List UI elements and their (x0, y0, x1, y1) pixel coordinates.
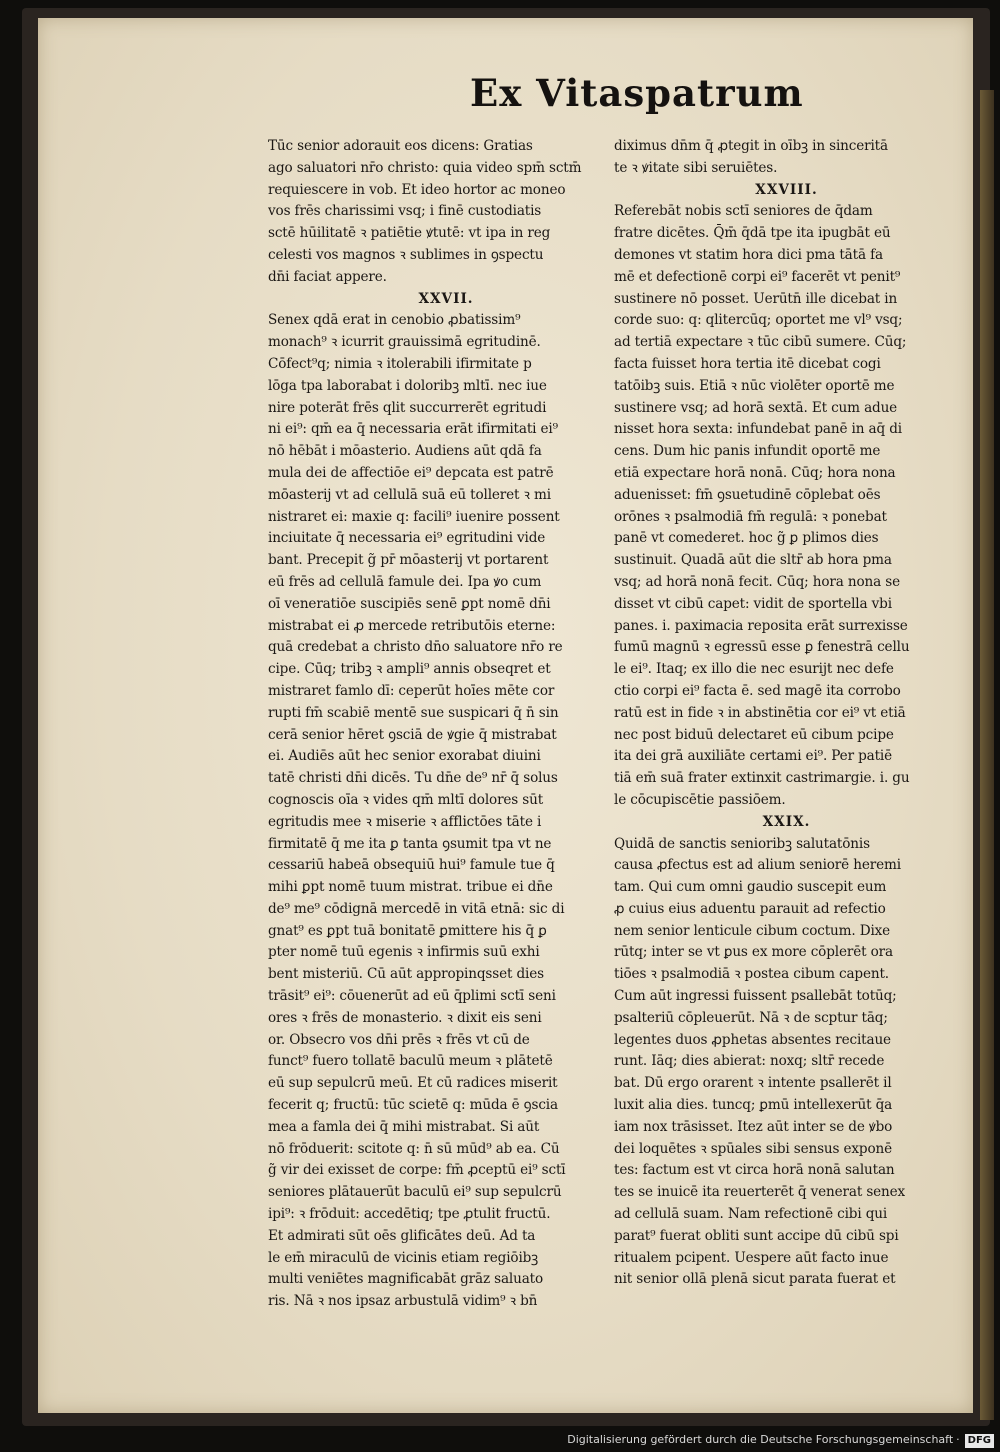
text-line: de⁹ me⁹ cōdignā mercedē in vitā etnā: sic di (268, 900, 565, 917)
text-line: vos frēs charissimi vsq; i finē custodiatis (268, 203, 542, 220)
text-line: cens. Dum hic panis infundit oportē me (614, 443, 881, 460)
text-line: mistraret famlo dī: ceperūt hoīes mēte cor (268, 682, 555, 699)
text-line: bant. Precepit g̃ pr̄ mōasterij vt portarent (268, 552, 549, 569)
text-line: requiescere in vob. Et ideo hortor ac moneo (268, 181, 566, 198)
text-line: nec post biduū delectaret eū cibum pcipe (614, 726, 894, 743)
text-line: Cum aūt ingressi fuissent psallebāt totūq; (614, 988, 897, 1005)
text-line: lōga tpa laborabat i doloribꝫ mltī. nec iue (268, 377, 547, 394)
chapter-heading: XXIX. (762, 813, 811, 830)
text-line: corde suo: q: qlitercūq; oportet me vl⁹ vsq; (614, 312, 903, 329)
text-line: celesti vos magnos ꝛ sublimes in ꝯspectu (268, 246, 544, 263)
right-text-column (614, 136, 959, 1291)
text-line: pter nomē tuū egenis ꝛ infirmis suū exhi (268, 944, 540, 961)
text-line: mistrabat ei ꝓ mercede retributōis eterne: (268, 617, 556, 634)
text-line: orōnes ꝛ psalmodiā fm̄ regulā: ꝛ ponebat (614, 508, 887, 525)
text-line: monach⁹ ꝛ icurrit grauissimā egritudinē. (268, 334, 541, 351)
text-line: tiōes ꝛ psalmodiā ꝛ postea cibum capent. (614, 966, 889, 983)
text-line: runt. Iāq; dies abierat: noxq; sltr̄ recede (614, 1053, 885, 1070)
text-line: sustinuit. Quadā aūt die sltr̄ ab hora pma (614, 552, 892, 569)
text-line: mōasterij vt ad cellulā suā eū tolleret ꝛ mi (268, 486, 551, 503)
text-line: mē et defectionē corpi ei⁹ facerēt vt penit⁹ (614, 268, 901, 285)
text-line: le em̄ miraculū de vicinis etiam regiōibꝫ (268, 1249, 539, 1266)
text-line: nistraret ei: maxie q: facili⁹ iuenire possent (268, 508, 560, 525)
text-line: nem senior lenticule cibum coctum. Dixe (614, 922, 891, 939)
digitization-footer: Digitalisierung gefördert durch die Deutsche Forschungsgemeinschaft · DFG (567, 1432, 994, 1448)
text-line: ei. Audiēs aūt hec senior exorabat diuini (268, 748, 541, 765)
text-line: Cōfect⁹q; nimia ꝛ itolerabili ifirmitate p (268, 355, 532, 372)
text-line: egritudis mee ꝛ miserie ꝛ afflictōes tāte i (268, 813, 542, 830)
text-line: rūtq; inter se vt ꝑus ex more cōplerēt ora (614, 944, 893, 961)
text-line: fecerit q; fructū: tūc scietē q: mūda ē ꝯscia (268, 1097, 558, 1114)
text-line: cognoscis oīa ꝛ vides qm̄ mltī dolores sūt (268, 791, 544, 808)
text-line: ita dei grā auxiliāte certami ei⁹. Per patiē (614, 748, 893, 765)
text-line: tatōibꝫ suis. Etiā ꝛ nūc violēter oportē me (614, 377, 895, 394)
text-line: eū frēs ad cellulā famule dei. Ipa ꝟo cum (268, 573, 542, 590)
text-line: Senex qdā erat in cenobio ꝓbatissim⁹ (268, 312, 521, 329)
text-line: ctio corpi ei⁹ facta ē. sed magē ita corrobo (614, 682, 901, 699)
text-line: demones vt statim hora dici pma tātā fa (614, 246, 883, 263)
text-line: nō frōduerit: scitote q: n̄ sū mūd⁹ ab ea. Cū (268, 1140, 560, 1157)
text-line: diximus dn̄m q̄ ꝓtegit in oībꝫ in sinceritā (614, 138, 888, 154)
text-line: dn̄i faciat appere. (268, 268, 387, 285)
text-line: ores ꝛ frēs de monasterio. ꝛ dixit eis seni (268, 1009, 542, 1026)
text-line: aduenisset: fm̄ ꝯsuetudinē cōplebat oēs (614, 486, 881, 503)
text-line: vsq; ad horā nonā fecit. Cūq; hora nona se (614, 573, 900, 590)
text-line: panes. i. paximacia reposita erāt surrexisse (614, 617, 908, 634)
text-line: tiā em̄ suā frater extinxit castrimargie. i. gu (614, 770, 910, 787)
text-line: ago saluatori nr̄o christo: quia video spm̄ sctm̄ (268, 159, 582, 176)
text-line: nit senior ollā plenā sicut parata fuerat et (614, 1271, 896, 1288)
text-line: inciuitate q̄ necessaria ei⁹ egritudini vide (268, 530, 546, 547)
text-line: mea a famla dei q̄ mihi mistrabat. Si aūt (268, 1118, 540, 1135)
text-line: ipi⁹: ꝛ frōduit: accedētiq; tpe ꝓtulit fructū. (268, 1206, 551, 1223)
text-line: psalteriū cōpleuerūt. Nā ꝛ de scptur tāq; (614, 1009, 888, 1026)
text-line: facta fuisset hora tertia itē dicebat cogi (614, 355, 881, 372)
text-line: etiā expectare horā nonā. Cūq; hora nona (614, 464, 896, 481)
text-line: mihi ꝑpt nomē tuum mistrat. tribue ei dn̄e (268, 879, 553, 896)
text-line: g̃ vir dei exisset de corpe: fm̄ ꝓceptū ei⁹ sctī (268, 1162, 566, 1179)
text-line: disset vt cibū capet: vidit de sportella vbi (614, 595, 892, 612)
footer-text: Digitalisierung gefördert durch die Deutsche Forschungsgemeinschaft (567, 1433, 954, 1446)
text-line: ritualem pcipent. Uespere aūt facto inue (614, 1249, 889, 1266)
book-edge (980, 90, 994, 1420)
text-line: dei loquētes ꝛ spūales sibi sensus exponē (614, 1140, 892, 1157)
text-line: nisset hora sexta: infundebat panē in aq̄ di (614, 421, 902, 438)
text-line: mula dei de affectiōe ei⁹ depcata est patrē (268, 464, 554, 481)
text-line: iam nox trāsisset. Itez aūt inter se de ꝟbo (614, 1118, 893, 1135)
text-line: funct⁹ fuero tollatē baculū meum ꝛ plātetē (268, 1053, 553, 1070)
text-line: luxit alia dies. tuncq; ꝑmū intellexerūt q̄a (614, 1097, 893, 1114)
text-line: gnat⁹ es ꝑpt tuā bonitatē ꝑmittere his q̄ ꝑ (268, 922, 547, 939)
text-line: Referebāt nobis sctī seniores de q̄dam (614, 203, 873, 220)
text-line: le ei⁹. Itaq; ex illo die nec esurijt nec defe (614, 661, 894, 678)
text-line: sctē hūilitatē ꝛ patiētie ꝟtutē: vt ipa in reg (268, 225, 551, 242)
text-line: panē vt comederet. hoc g̃ ꝑ plimos dies (614, 530, 879, 547)
text-line: nire poterāt frēs qlit succurrerēt egritudi (268, 399, 547, 416)
text-line: sustinere nō posset. Uerūtn̄ ille dicebat in (614, 290, 898, 307)
text-line: eū sup sepulcrū meū. Et cū radices miserit (268, 1075, 558, 1092)
text-line: firmitatē q̄ me ita ꝑ tanta ꝯsumit tpa vt ne (268, 835, 552, 852)
text-line: le cōcupiscētie passiōem. (614, 791, 786, 808)
text-line: tes se inuicē ita reuerterēt q̄ venerat senex (614, 1184, 906, 1201)
text-line: multi veniētes magnificabāt grāz saluato (268, 1271, 544, 1288)
running-header: Ex Vitaspatrum (470, 71, 804, 115)
text-line: ad cellulā suam. Nam refectionē cibi qui (614, 1206, 888, 1223)
text-line: ratū est in fide ꝛ in abstinētia cor ei⁹ vt etiā (614, 704, 906, 721)
text-line: cerā senior hēret ꝯsciā de ꝟgie q̄ mistrabat (268, 726, 557, 743)
text-line: te ꝛ ꝟitate sibi seruiētes. (614, 159, 778, 176)
text-line: oī veneratiōe suscipiēs senē ꝑpt nomē dn̄i (268, 595, 551, 612)
dfg-logo: DFG (965, 1434, 994, 1448)
chapter-heading: XXVIII. (755, 181, 818, 198)
text-line: bent misteriū. Cū aūt appropinqsset dies (268, 966, 544, 983)
text-line: nō hēbāt i mōasterio. Audiens aūt qdā fa (268, 443, 542, 460)
text-line: ad tertiā expectare ꝛ tūc cibū sumere. Cūq; (614, 334, 907, 351)
text-line: quā credebat a christo dn̄o saluatore nr̄o re (268, 639, 563, 656)
text-line: bat. Dū ergo orarent ꝛ intente psallerēt il (614, 1075, 892, 1092)
text-line: legentes duos ꝓphetas absentes recitaue (614, 1031, 891, 1048)
text-line: trāsit⁹ ei⁹: cōuenerūt ad eū q̄plimi sctī seni (268, 988, 556, 1005)
text-line: tatē christi dn̄i dicēs. Tu dn̄e de⁹ nr̄ q̄ solus (268, 770, 558, 787)
text-line: seniores plātauerūt baculū ei⁹ sup sepulcrū (268, 1184, 562, 1201)
text-line: ni ei⁹: qm̄ ea q̄ necessaria erāt ifirmitati ei⁹ (268, 421, 558, 438)
text-line: rupti fm̄ scabiē mentē sue suspicari q̄ n̄ sin (268, 704, 559, 721)
left-text-column (268, 136, 624, 1313)
text-line: sustinere vsq; ad horā sextā. Et cum adue (614, 399, 898, 416)
chapter-heading: XXVII. (418, 290, 474, 307)
text-line: cipe. Cūq; tribꝫ ꝛ ampli⁹ annis obseqret et (268, 661, 551, 678)
text-line: Et admirati sūt oēs glificātes deū. Ad ta (268, 1227, 536, 1244)
text-line: fratre dicētes. Q̄m̄ q̄dā tpe ita ipugbāt eū (614, 225, 891, 242)
text-line: or. Obsecro vos dn̄i prēs ꝛ frēs vt cū de (268, 1031, 530, 1048)
text-line: ꝓ cuius eius aduentu parauit ad refectio (614, 900, 886, 917)
text-line: tes: factum est vt circa horā nonā salutan (614, 1162, 895, 1179)
text-line: ris. Nā ꝛ nos ipsaz arbustulā vidim⁹ ꝛ bn̄ (268, 1293, 538, 1310)
text-line: tam. Qui cum omni gaudio suscepit eum (614, 879, 887, 896)
text-line: parat⁹ fuerat obliti sunt accipe dū cibū spi (614, 1227, 899, 1244)
text-line: Quidā de sanctis senioribꝫ salutatōnis (614, 835, 870, 852)
text-line: fumū magnū ꝛ egressū esse ꝑ fenestrā cellu (614, 639, 910, 656)
text-line: Tūc senior adorauit eos dicens: Gratias (268, 138, 533, 154)
text-line: causa ꝓfectus est ad alium seniorē heremi (614, 857, 901, 874)
text-line: cessariū habeā obsequiū hui⁹ famule tue q̄ (268, 857, 555, 874)
